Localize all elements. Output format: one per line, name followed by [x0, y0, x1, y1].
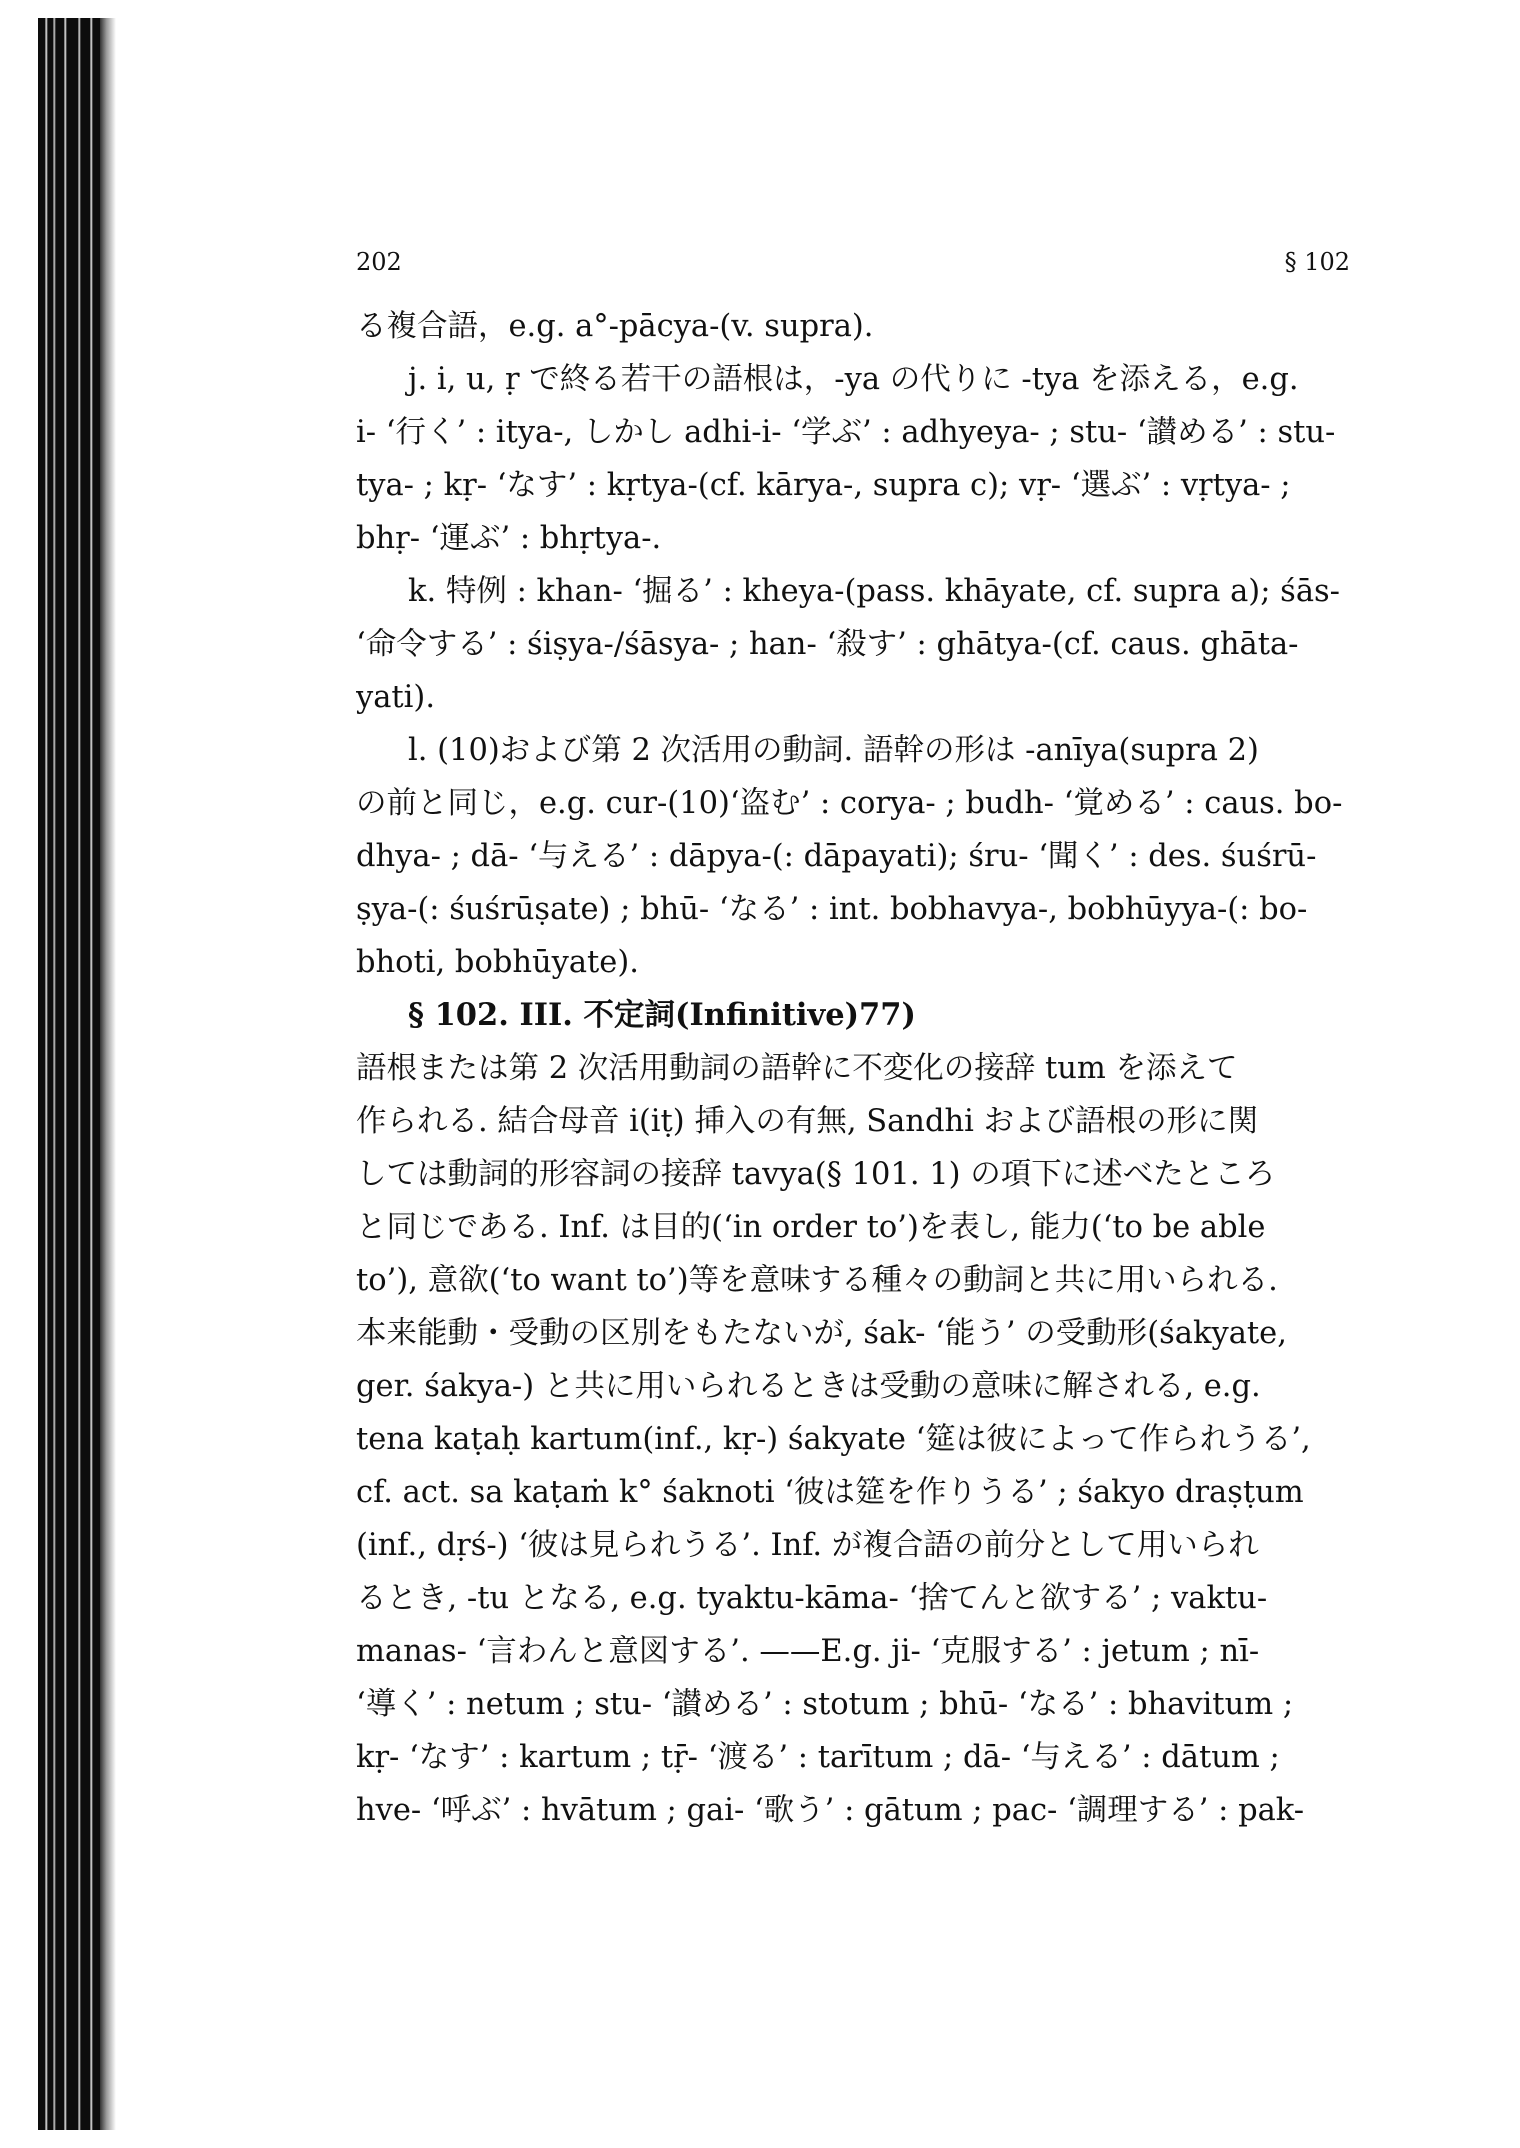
section-heading: § 102. III. 不定詞(Infinitive)77) [408, 997, 916, 1033]
text-line: manas- ‘言わんと意図する’. ——E.g. ji- ‘克服する’ : jetum ; nī- [356, 1634, 1260, 1669]
text-line: と同じである. Inf. は目的(‘in order to’)を表し, 能力(‘to be able [356, 1210, 1266, 1245]
text-line: (inf., dṛś-) ‘彼は見られうる’. Inf. が複合語の前分として用いられ [356, 1528, 1259, 1563]
text-line: 作られる. 結合母音 i(iṭ) 挿入の有無, Sandhi および語根の形に関 [356, 1104, 1259, 1139]
paragraph-k-start: k. 特例 : khan- ‘掘る’ : kheya-(pass. khāyate, cf. supra a); śās- [408, 574, 1340, 609]
text-line: kṛ- ‘なす’ : kartum ; tṝ- ‘渡る’ : tarītum ; dā- ‘与える’ : dātum ; [356, 1740, 1280, 1775]
page-number: 202 [356, 248, 402, 276]
text-line: i- ‘行く’ : itya-, しかし adhi-i- ‘学ぶ’ : adhyeya- ; stu- ‘讃める’ : stu- [356, 415, 1336, 450]
text-line: bhṛ- ‘運ぶ’ : bhṛtya-. [356, 521, 662, 556]
gutter-fade [100, 18, 116, 2130]
text-line: の前と同じ，e.g. cur-(10)‘盗む’ : corya- ; budh- ‘覚める’ : caus. bo- [356, 786, 1343, 821]
paragraph-l-start: l. (10)および第 2 次活用の動詞. 語幹の形は -anīya(supra 2) [408, 733, 1259, 768]
text-line: to’), 意欲(‘to want to’)等を意味する種々の動詞と共に用いられる. [356, 1263, 1278, 1298]
text-line: tena kaṭaḥ kartum(inf., kṛ-) śakyate ‘筵は彼によって作られうる’, [356, 1422, 1311, 1457]
section-reference: § 102 [1284, 248, 1350, 276]
page-header [356, 248, 1350, 288]
text-line: tya- ; kṛ- ‘なす’ : kṛtya-(cf. kārya-, supra c); vṛ- ‘選ぶ’ : vṛtya- ; [356, 468, 1291, 503]
text-line: る複合語，e.g. a°-pācya-(v. supra). [356, 309, 874, 344]
paragraph-j-start: j. i, u, ṛ で終る若干の語根は，-ya の代りに -tya を添える，e.g. [408, 362, 1299, 397]
text-line: hve- ‘呼ぶ’ : hvātum ; gai- ‘歌う’ : gātum ; pac- ‘調理する’ : pak- [356, 1793, 1305, 1828]
text-line: cf. act. sa kaṭaṁ k° śaknoti ‘彼は筵を作りうる’ ; śakyo draṣṭum [356, 1475, 1304, 1510]
text-line: ger. śakya-) と共に用いられるときは受動の意味に解される, e.g. [356, 1369, 1261, 1404]
text-line: ‘命令する’ : śiṣya-/śāsya- ; han- ‘殺す’ : ghātya-(cf. caus. ghāta- [356, 627, 1299, 662]
text-line: ṣya-(: śuśrūṣate) ; bhū- ‘なる’ : int. bobhavya-, bobhūyya-(: bo- [356, 892, 1308, 927]
text-line: yati). [356, 680, 436, 715]
text-line: しては動詞的形容詞の接辞 tavya(§ 101. 1) の項下に述べたところ [356, 1157, 1276, 1192]
text-line: bhoti, bobhūyate). [356, 945, 639, 980]
text-line: るとき, -tu となる, e.g. tyaktu-kāma- ‘捨てんと欲する’ ; vaktu- [356, 1581, 1268, 1616]
text-line: 本来能動・受動の区別をもたないが, śak- ‘能う’ の受動形(śakyate, [356, 1316, 1287, 1351]
text-line: ‘導く’ : netum ; stu- ‘讃める’ : stotum ; bhū- ‘なる’ : bhavitum ; [356, 1687, 1294, 1722]
text-line: 語根または第 2 次活用動詞の語幹に不変化の接辞 tum を添えて [356, 1051, 1238, 1086]
body-text [356, 300, 1350, 1837]
text-line: dhya- ; dā- ‘与える’ : dāpya-(: dāpayati); śru- ‘聞く’ : des. śuśrū- [356, 839, 1317, 874]
